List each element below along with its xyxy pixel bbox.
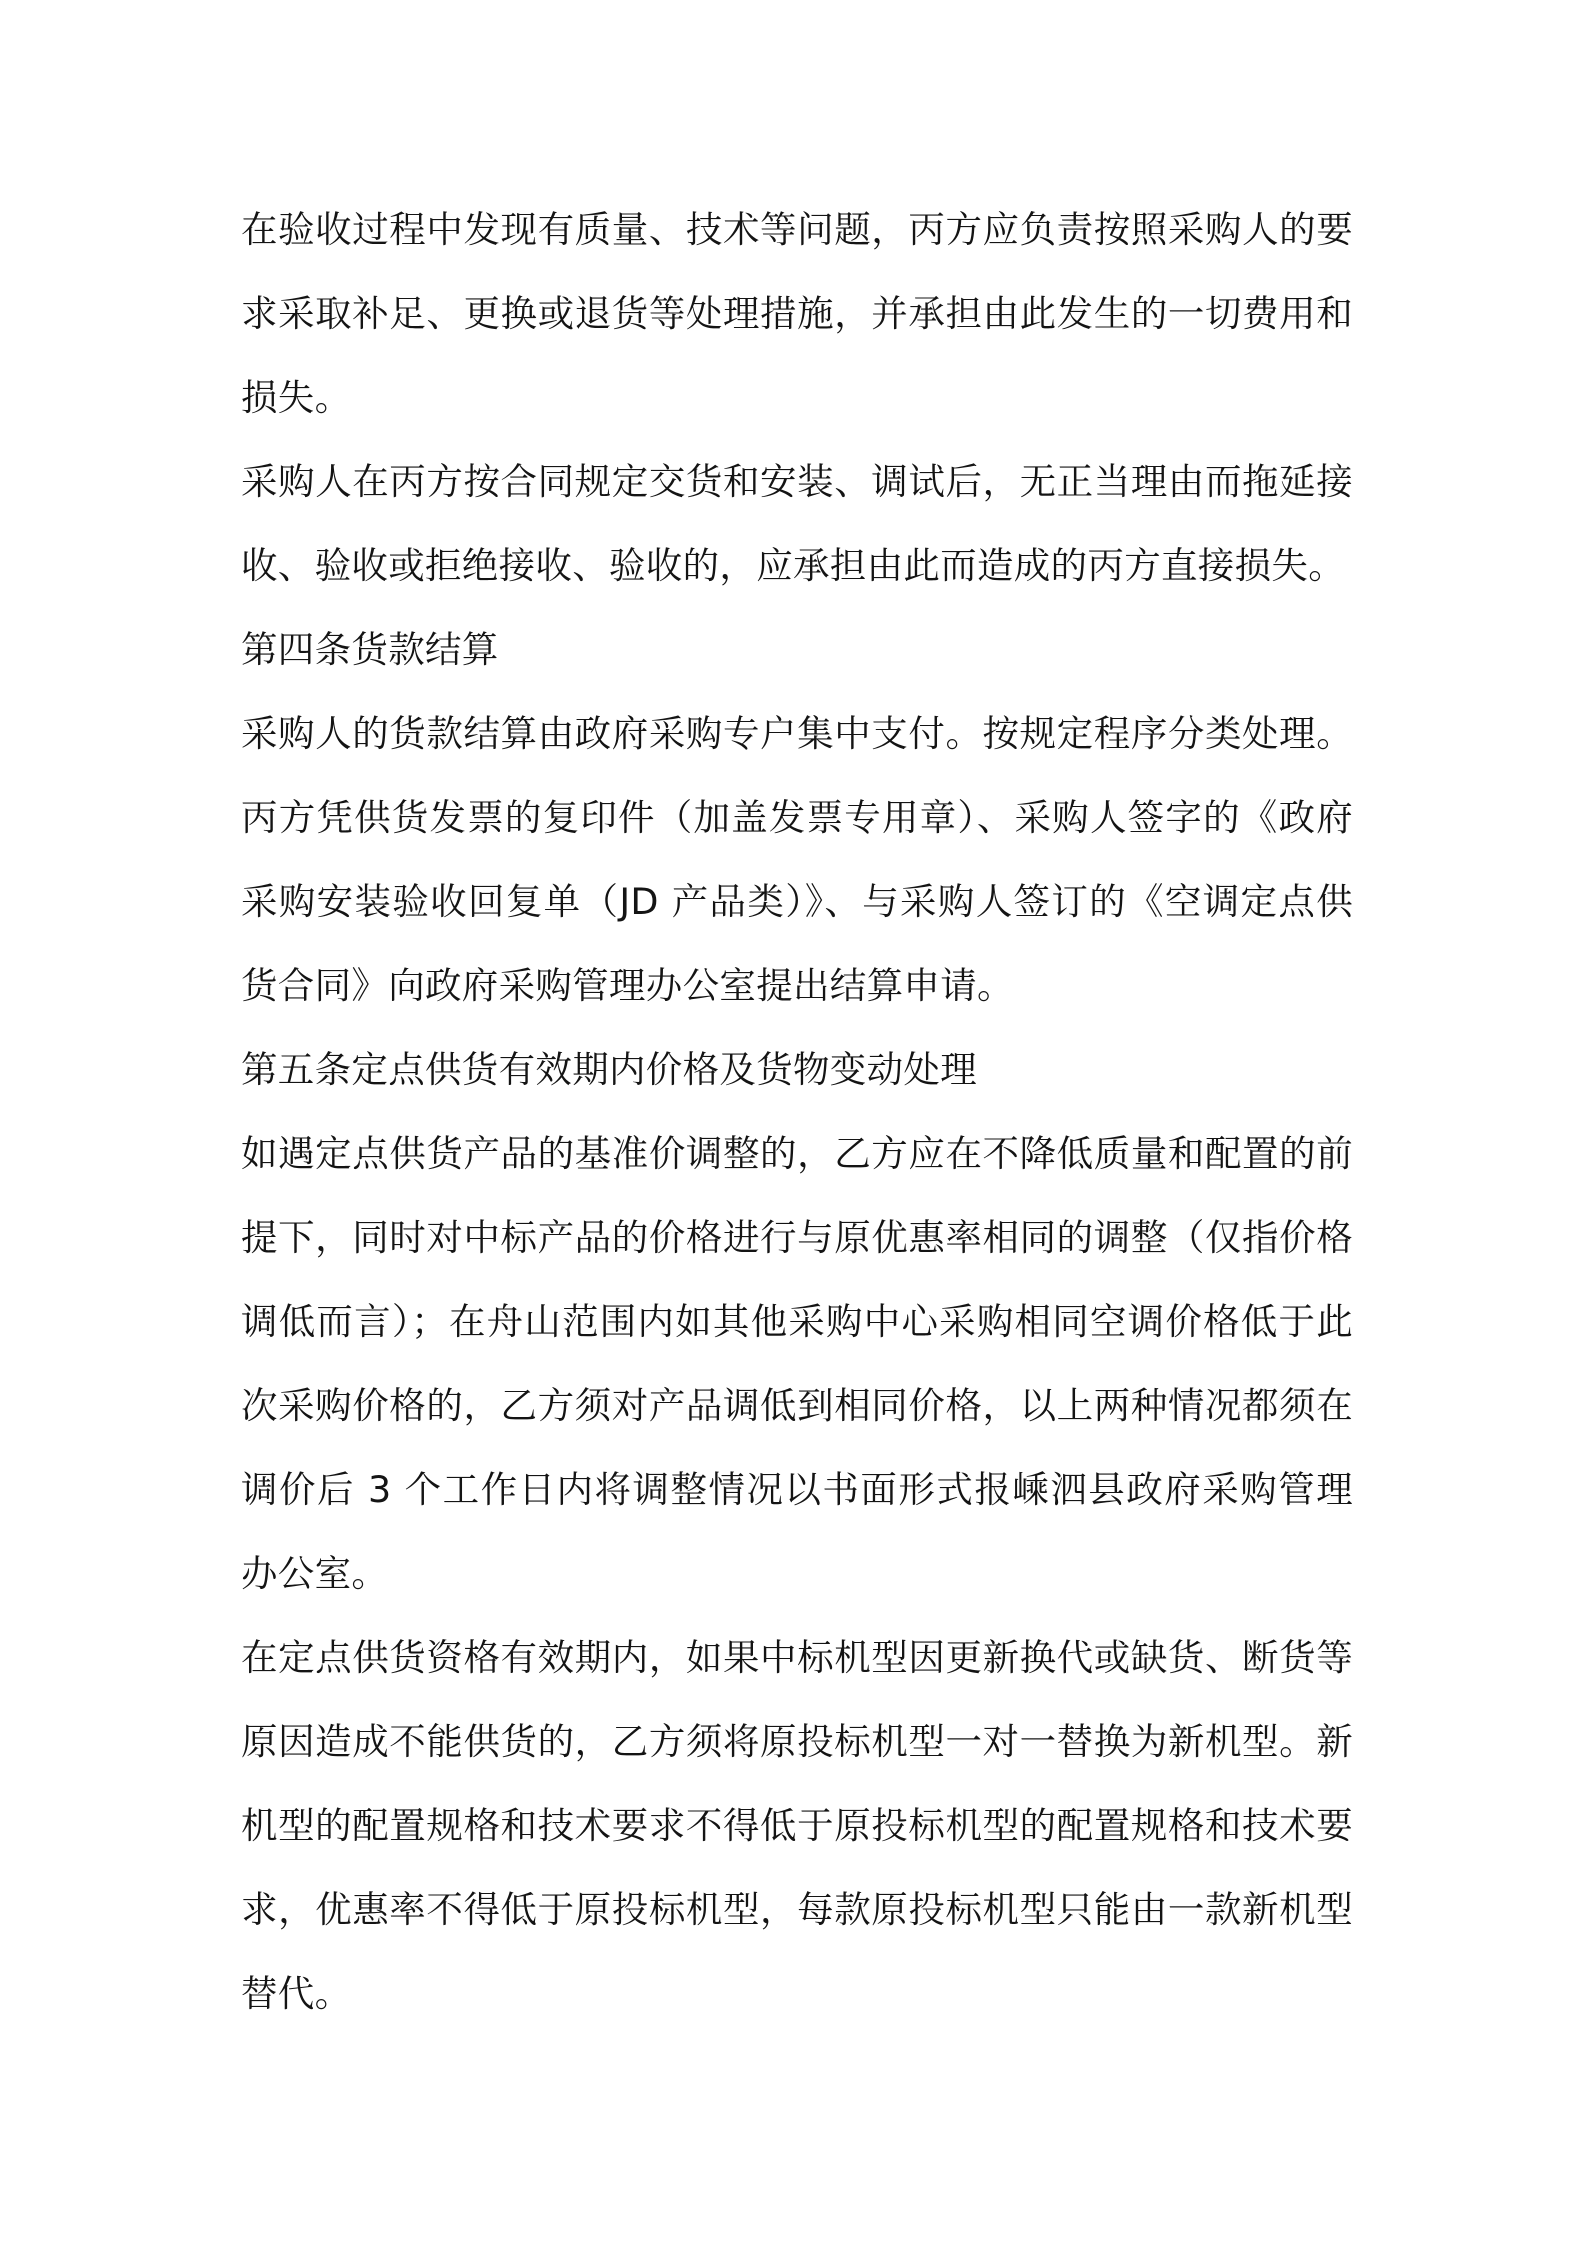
paragraph-acceptance-delay: 采购人在丙方按合同规定交货和安装、调试后，无正当理由而拖延接收、验收或拒绝接收、验收的，应承担由此而造成的丙方直接损失。	[241, 460, 1353, 587]
document-body	[241, 188, 1353, 2036]
heading-article-4: 第四条货款结算	[241, 628, 499, 671]
heading-article-5: 第五条定点供货有效期内价格及货物变动处理	[241, 1048, 977, 1091]
paragraph-model-replacement: 在定点供货资格有效期内，如果中标机型因更新换代或缺货、断货等原因造成不能供货的，乙方须将原投标机型一对一替换为新机型。新机型的配置规格和技术要求不得低于原投标机型的配置规格和技术要求，优惠率不得低于原投标机型，每款原投标机型只能由一款新机型替代。	[241, 1636, 1353, 2015]
paragraph-payment-settlement: 采购人的货款结算由政府采购专户集中支付。按规定程序分类处理。丙方凭供货发票的复印件（加盖发票专用章）、采购人签字的《政府采购安装验收回复单（JD 产品类）》、与采购人签订的《空调定点供货合同》向政府采购管理办公室提出结算申请。	[241, 712, 1353, 1007]
paragraph-acceptance-quality: 在验收过程中发现有质量、技术等问题，丙方应负责按照采购人的要求采取补足、更换或退货等处理措施，并承担由此发生的一切费用和损失。	[241, 208, 1353, 419]
paragraph-price-adjustment: 如遇定点供货产品的基准价调整的，乙方应在不降低质量和配置的前提下，同时对中标产品的价格进行与原优惠率相同的调整（仅指价格调低而言）；在舟山范围内如其他采购中心采购相同空调价格低于此次采购价格的，乙方须对产品调低到相同价格，以上两种情况都须在调价后 3 个工作日内将调整情况以书面形式报嵊泗县政府采购管理办公室。	[241, 1132, 1353, 1595]
